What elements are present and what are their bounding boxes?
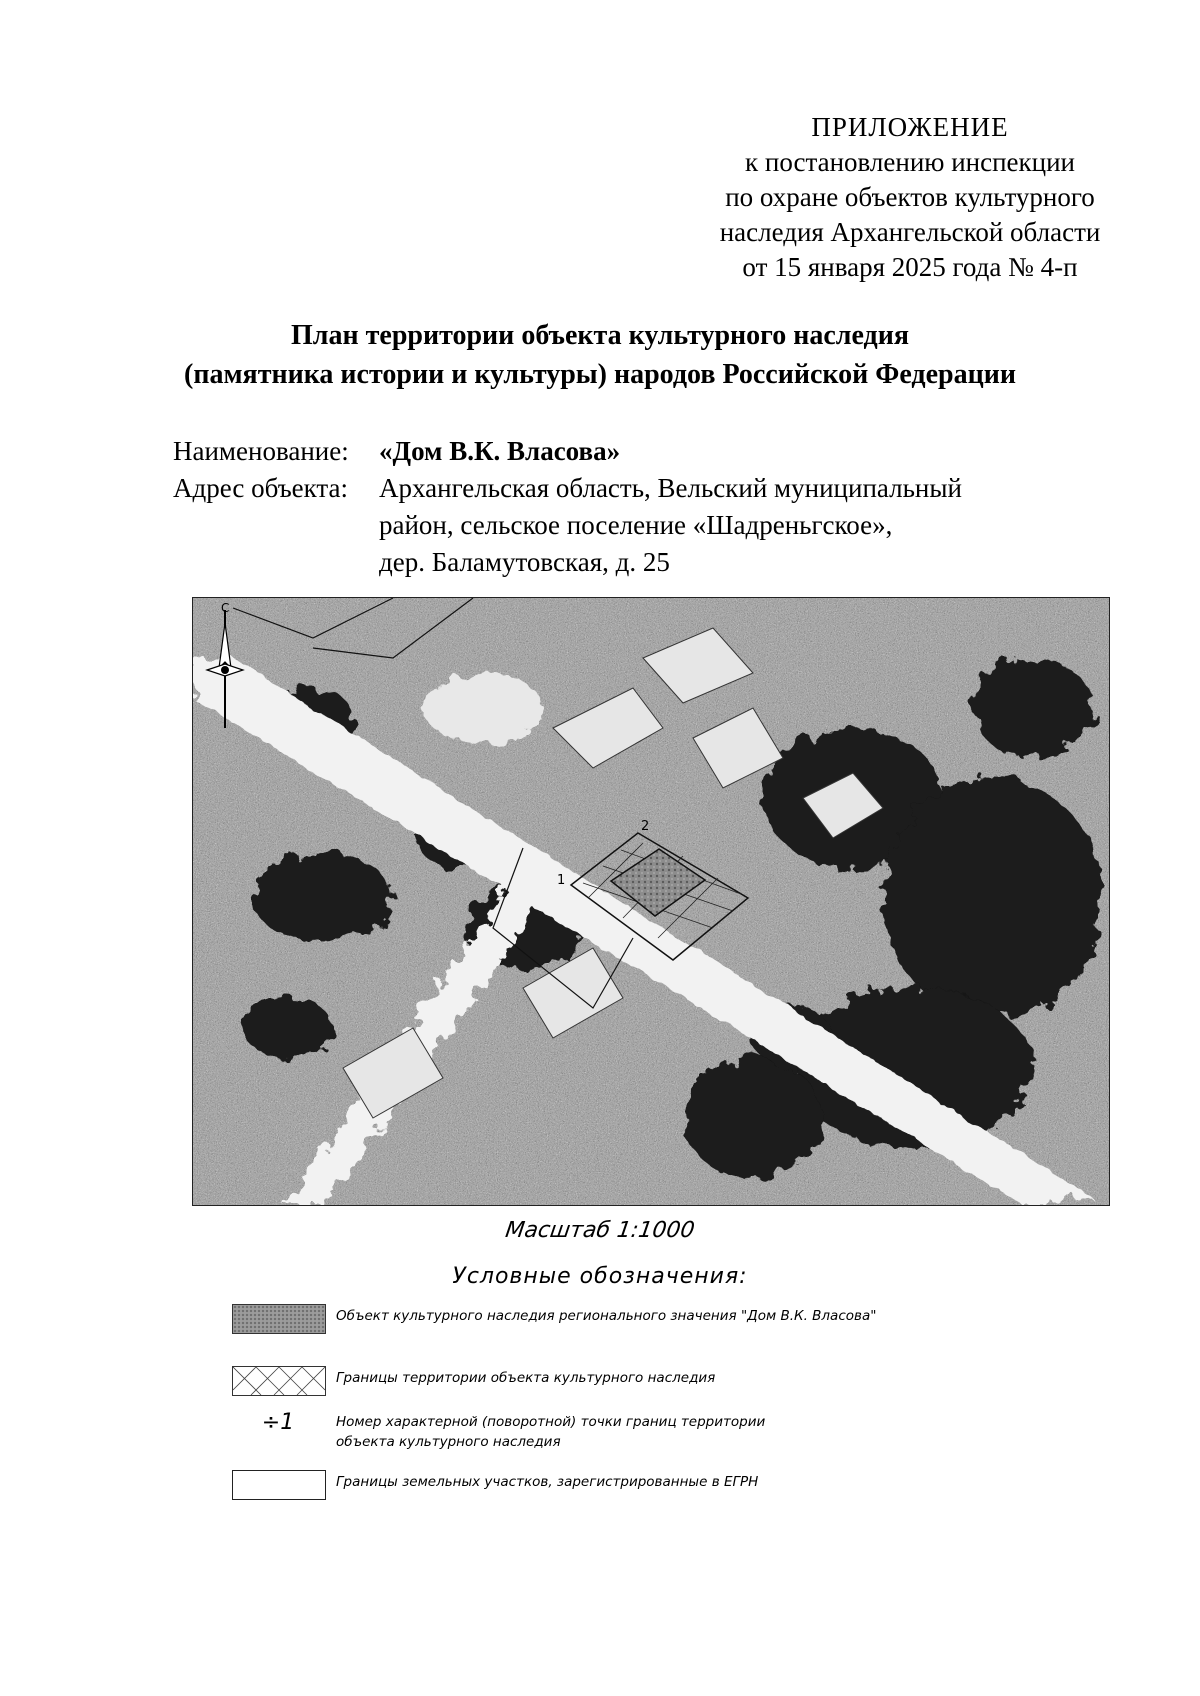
legend-text-line: объекта культурного наследия: [336, 1434, 561, 1450]
address-label: Адрес объекта:: [173, 473, 349, 503]
point-label-1: 1: [557, 873, 566, 888]
address-row: [173, 470, 1133, 581]
name-label: Наименование:: [173, 436, 349, 466]
appendix-line: наследия Архангельской области: [719, 217, 1101, 247]
appendix-header: [640, 110, 1180, 285]
address-value: [379, 470, 1039, 581]
legend-text-line: Номер характерной (поворотной) точки границ территории: [336, 1414, 766, 1430]
address-line: дер. Баламутовская, д. 25: [379, 547, 670, 577]
appendix-heading: ПРИЛОЖЕНИЕ: [811, 112, 1009, 142]
address-line: район, сельское поселение «Шадреньгское»,: [379, 510, 893, 540]
name-value: «Дом В.К. Власова»: [379, 436, 621, 466]
map-scale: Масштаб 1:1000: [503, 1218, 697, 1243]
legend-item-point-number: [232, 1410, 1132, 1454]
name-row: [173, 433, 1133, 470]
legend-symbol-empty-rectangle: [232, 1470, 326, 1500]
legend-title: Условные обозначения:: [452, 1264, 748, 1289]
point-label-2: 2: [641, 819, 650, 834]
appendix-line: к постановлению инспекции: [745, 147, 1075, 177]
document-title: [0, 316, 1200, 394]
satellite-map: [192, 597, 1110, 1206]
map-drawing: [193, 598, 1109, 1205]
object-info: [173, 433, 1133, 581]
legend-text: Объект культурного наследия регионального значения "Дом В.К. Власова": [336, 1308, 877, 1324]
north-label: С: [221, 601, 230, 615]
title-line: План территории объекта культурного наследия: [291, 320, 909, 351]
legend-text: [336, 1412, 1056, 1452]
legend-symbol-gray-fill: [232, 1304, 326, 1334]
legend-symbol-point: ÷1: [261, 1410, 295, 1435]
legend-text: Границы территории объекта культурного наследия: [336, 1370, 716, 1386]
appendix-line: по охране объектов культурного: [725, 182, 1095, 212]
appendix-date-line: от 15 января 2025 года № 4-п: [742, 252, 1078, 282]
legend-item-territory-boundary: [232, 1366, 1132, 1400]
title-line: (памятника истории и культуры) народов Российской Федерации: [184, 359, 1016, 390]
legend-item-land-parcels: [232, 1470, 1132, 1504]
address-line: Архангельская область, Вельский муниципальный: [379, 473, 962, 503]
legend-text: Границы земельных участков, зарегистрированные в ЕГРН: [336, 1474, 759, 1490]
legend-item-heritage-object: [232, 1304, 1132, 1338]
legend-symbol-crosshatch: [232, 1366, 326, 1396]
